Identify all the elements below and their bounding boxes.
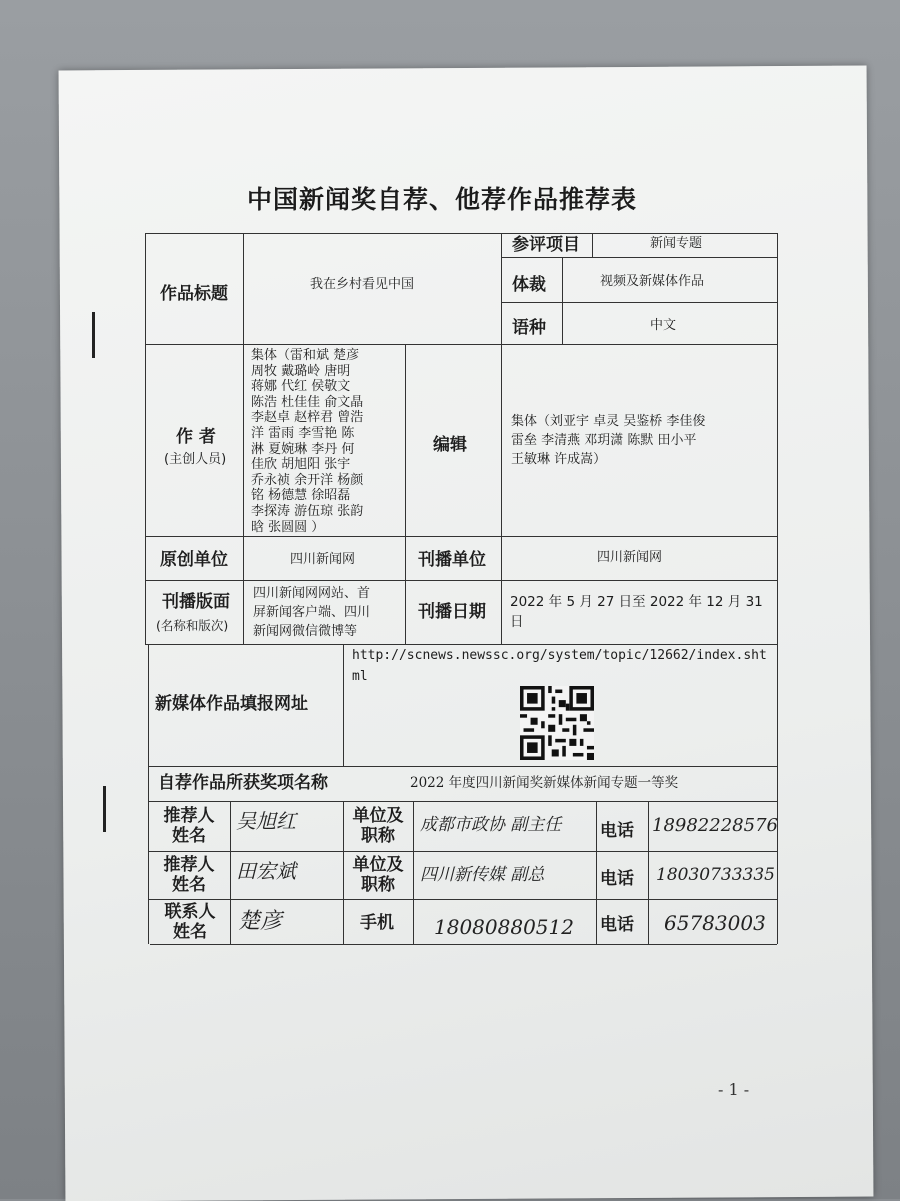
editor-line: 王敏琳 许成嵩） xyxy=(511,452,607,467)
author-line: 集体（雷和斌 楚彦 xyxy=(251,348,360,363)
genre-value: 视频及新媒体作品 xyxy=(600,274,705,289)
author-sublabel: (主创人员) xyxy=(164,452,227,467)
form-title: 中国新闻奖自荐、他荐作品推荐表 xyxy=(246,185,637,214)
contact-label xyxy=(150,902,230,942)
author-label: 作 者 xyxy=(176,427,216,447)
publish-date-line: 2022 年 5 月 27 日至 2022 年 12 月 31 xyxy=(510,594,763,610)
publish-date-line: 日 xyxy=(510,614,524,630)
award-label: 自荐作品所获奖项名称 xyxy=(158,773,328,793)
original-unit-label: 原创单位 xyxy=(160,550,228,570)
language-label: 语种 xyxy=(512,318,546,338)
work-title-value: 我在乡村看见中国 xyxy=(310,277,415,292)
url-line: ml xyxy=(352,669,368,684)
recommender-1-unit-label-line2: 职称 xyxy=(361,826,395,846)
work-title-label: 作品标题 xyxy=(160,284,228,304)
author-line: 周牧 戴璐岭 唐明 xyxy=(251,363,351,379)
contact-signature: 楚彦 xyxy=(238,909,283,934)
recommender-2-label-line1: 推荐人 xyxy=(163,855,215,875)
category-label: 参评项目 xyxy=(512,235,580,255)
author-line: 李赵卓 赵梓君 曾浩 xyxy=(251,410,364,426)
recommender-1-signature: 吴旭红 xyxy=(236,809,296,833)
genre-label: 体裁 xyxy=(512,275,546,295)
recommender-2-signature: 田宏斌 xyxy=(236,859,296,883)
editor-list xyxy=(511,412,775,469)
publish-unit-value: 四川新闻网 xyxy=(597,550,663,565)
contact-label-line2: 姓名 xyxy=(173,922,207,942)
contact-phone-value: 65783003 xyxy=(664,911,766,935)
qr-code-icon xyxy=(520,686,594,760)
page-number: - 1 - xyxy=(718,1080,750,1099)
author-line: 佳欣 胡旭阳 张宇 xyxy=(251,457,351,473)
recommender-1-phone-label: 电话 xyxy=(600,821,634,841)
award-value: 2022 年度四川新闻奖新媒体新闻专题一等奖 xyxy=(410,775,679,791)
recommender-2-phone-label: 电话 xyxy=(600,869,634,889)
publish-section-sublabel: (名称和版次) xyxy=(156,618,229,633)
recommender-2-label-line2: 姓名 xyxy=(172,875,206,895)
author-line: 陈浩 杜佳佳 俞文晶 xyxy=(251,394,364,410)
recommender-2-unit-label-line2: 职称 xyxy=(361,875,395,895)
publish-date-label: 刊播日期 xyxy=(418,602,486,622)
publish-section-line: 四川新闻网网站、首 xyxy=(253,586,371,601)
author-line: 淋 夏婉琳 李丹 何 xyxy=(251,441,355,457)
editor-line: 集体（刘亚宇 卓灵 吴鉴桥 李佳俊 xyxy=(511,414,706,429)
recommender-1-label-line1: 推荐人 xyxy=(163,806,215,826)
contact-phone-label: 电话 xyxy=(600,915,634,935)
url-value xyxy=(352,645,776,687)
editor-label: 编辑 xyxy=(433,435,467,455)
publish-section-line: 屏新闻客户端、四川 xyxy=(253,605,371,620)
category-value: 新闻专题 xyxy=(650,236,703,251)
editor-line: 雷垒 李清燕 邓玥潇 陈默 田小平 xyxy=(511,433,697,448)
author-line: 洋 雷雨 李雪艳 陈 xyxy=(251,425,355,441)
recommender-2-phone-value: 18030733335 xyxy=(656,865,775,885)
author-line: 乔永祯 余开洋 杨颜 xyxy=(251,472,364,488)
contact-mobile-label: 手机 xyxy=(360,913,394,933)
contact-label-line1: 联系人 xyxy=(164,902,216,922)
recommender-1-unit-label-line1: 单位及 xyxy=(352,806,404,826)
publish-date-value xyxy=(510,592,775,632)
publish-section-label: 刊播版面 xyxy=(162,592,230,612)
url-label: 新媒体作品填报网址 xyxy=(155,694,308,714)
recommender-1-unit-value: 成都市政协 副主任 xyxy=(420,815,562,835)
recommender-1-label-line2: 姓名 xyxy=(172,826,206,846)
publish-section-list xyxy=(253,584,403,641)
recommender-2-unit-value: 四川新传媒 副总 xyxy=(420,865,545,885)
recommender-1-label xyxy=(148,806,230,846)
author-line: 铭 杨德慧 徐昭磊 xyxy=(251,488,351,504)
author-list xyxy=(251,348,403,535)
recommender-2-unit-label xyxy=(343,855,413,895)
publish-section-line: 新闻网微信微博等 xyxy=(253,624,358,639)
author-line: 蒋娜 代红 侯敬文 xyxy=(251,379,351,395)
contact-mobile-value: 18080880512 xyxy=(434,915,574,939)
publish-unit-label: 刊播单位 xyxy=(418,550,486,570)
language-value: 中文 xyxy=(650,318,677,333)
original-unit-value: 四川新闻网 xyxy=(290,552,356,567)
author-line: 李探涛 游伍琼 张韵 xyxy=(251,503,364,519)
recommender-2-label xyxy=(148,855,230,895)
url-line: http://scnews.newssc.org/system/topic/12662/index.sht xyxy=(352,648,767,663)
recommender-2-unit-label-line1: 单位及 xyxy=(352,855,404,875)
author-line: 晗 张圆圆 ） xyxy=(251,519,325,535)
recommender-1-phone-value: 18982228576 xyxy=(652,815,778,836)
recommender-1-unit-label xyxy=(343,806,413,846)
